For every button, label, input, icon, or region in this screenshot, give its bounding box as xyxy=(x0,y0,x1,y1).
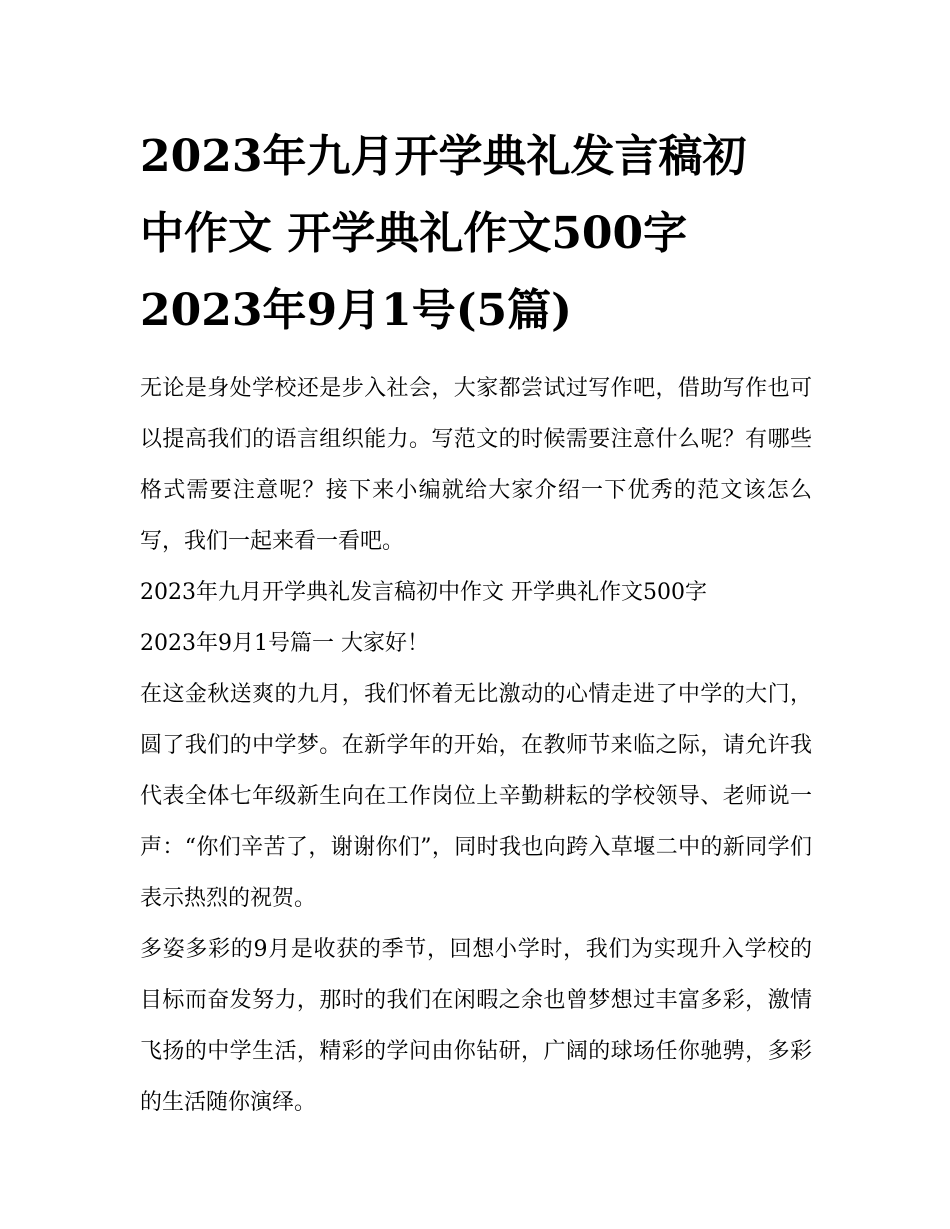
document-content xyxy=(140,118,812,1128)
repeated-title-paragraph: 2023年九月开学典礼发言稿初中作文 开学典礼作文500字 xyxy=(140,580,707,605)
intro-paragraph: 无论是身处学校还是步入社会，大家都尝试过写作吧，借助写作也可以提高我们的语言组织能力。写范文的时候需要注意什么呢？有哪些格式需要注意呢？接下来小编就给大家介绍一下优秀的范文该怎么写，我们一起来看一看吧。 xyxy=(140,376,812,554)
body-paragraph-1: 在这金秋送爽的九月，我们怀着无比激动的心情走进了中学的大门，圆了我们的中学梦。在新学年的开始，在教师节来临之际，请允许我代表全体七年级新生向在工作岗位上辛勤耕耘的学校领导、老师说一声：“你们辛苦了，谢谢你们”，同时我也向跨入草堰二中的新同学们表示热烈的祝贺。 xyxy=(140,682,812,911)
body-paragraph-2: 多姿多彩的9月是收获的季节，回想小学时，我们为实现升入学校的目标而奋发努力，那时的我们在闲暇之余也曾梦想过丰富多彩，激情飞扬的中学生活，精彩的学问由你钻研，广阔的球场任你驰骋，多彩的生活随你演绎。 xyxy=(140,937,812,1115)
greeting-paragraph: 2023年9月1号篇一 大家好！ xyxy=(140,631,429,656)
document-body xyxy=(140,363,812,1128)
title-line-2: 中作文 开学典礼作文500字 xyxy=(140,208,688,259)
title-line-1: 2023年九月开学典礼发言稿初 xyxy=(140,131,747,182)
document-title xyxy=(140,118,812,349)
title-line-3: 2023年9月1号(5篇) xyxy=(140,285,572,336)
